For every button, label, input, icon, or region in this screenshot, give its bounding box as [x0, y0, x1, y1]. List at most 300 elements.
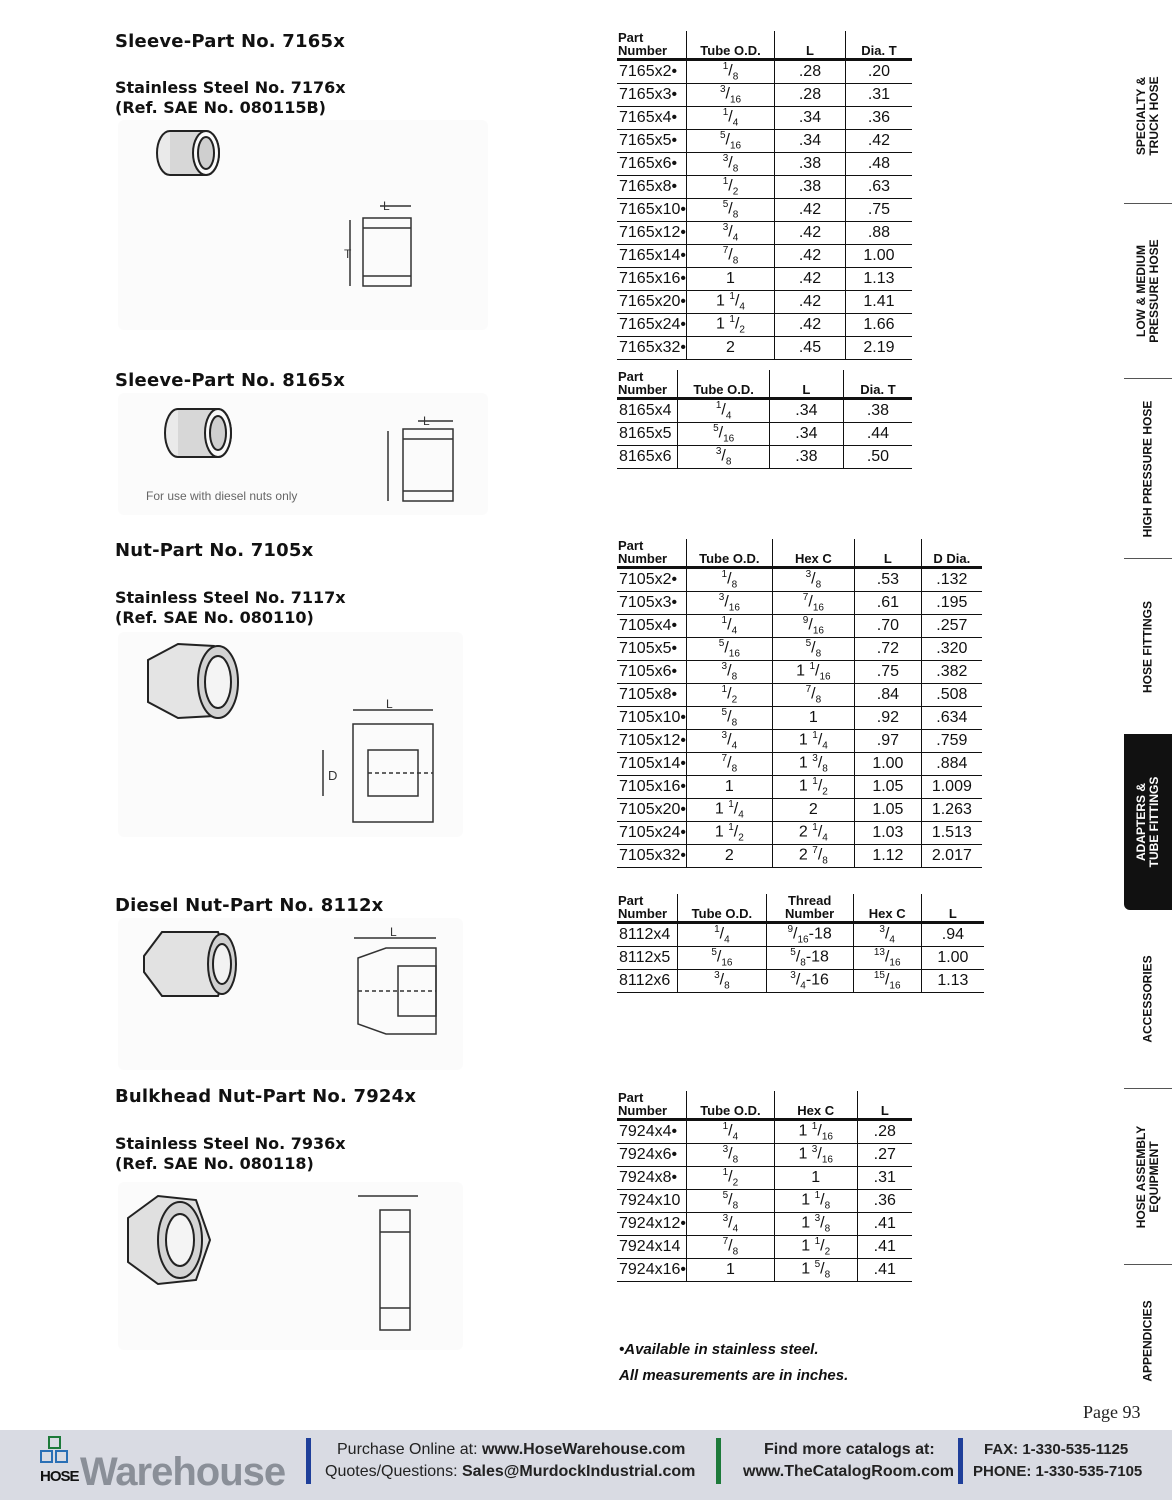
part-number-cell: 8165x6 [617, 446, 678, 469]
spec-cell: $^3/_4-16$ [766, 970, 853, 993]
col-l: L [855, 539, 922, 568]
bulkhead-nut-7924-header-row [617, 1091, 912, 1120]
purchase-label: Purchase Online at: [337, 1441, 478, 1458]
table-row [617, 60, 912, 84]
sleeve-7165-header-row [617, 31, 912, 60]
spec-cell: .382 [921, 661, 982, 684]
sleeve-photo [157, 131, 219, 175]
phone-number[interactable]: PHONE: 1-330-535-7105 [973, 1463, 1143, 1480]
spec-cell: 1 $^3/_8$ [774, 1213, 857, 1236]
table-row [617, 423, 912, 446]
spec-cell: 1.12 [855, 845, 922, 868]
table-row [617, 176, 912, 199]
catalogs-label: Find more catalogs at: [764, 1441, 935, 1458]
nut-7105-stainless-label: Stainless Steel No. 7117x [115, 588, 346, 607]
part-number-cell: 8165x4 [617, 399, 678, 423]
svg-text:L: L [423, 414, 430, 428]
logo-warehouse-text: Warehouse [80, 1450, 286, 1494]
page-number: Page 93 [1083, 1402, 1141, 1422]
tab-hose-assembly-equipment[interactable] [1124, 1088, 1172, 1264]
part-number-cell: 7105x6• [617, 661, 687, 684]
spec-cell: 2.017 [921, 845, 982, 868]
tab-appendicies[interactable] [1124, 1264, 1172, 1416]
spec-cell: $^1/_4$ [687, 107, 775, 130]
spec-cell: .884 [921, 753, 982, 776]
part-number-cell: 7165x12• [617, 222, 687, 245]
tab-hose-fittings[interactable] [1124, 558, 1172, 734]
sleeve-7165-rows [617, 60, 912, 360]
spec-cell: 1 [774, 1167, 857, 1190]
tab-label: SPECIALTY & TRUCK HOSE [1134, 75, 1161, 156]
spec-cell: 1 $^1/_{16}$ [772, 661, 854, 684]
spec-cell: $^3/_4$ [687, 730, 773, 753]
logo-squares-icon [40, 1436, 70, 1466]
spec-cell: 2 $^1/_4$ [772, 822, 854, 845]
part-number-cell: 7105x5• [617, 638, 687, 661]
bulkhead-nut-7924-sae-ref: (Ref. SAE No. 080118) [115, 1154, 314, 1173]
spec-cell: .132 [921, 568, 982, 592]
sleeve-8165-title: Sleeve-Part No. 8165x [115, 370, 346, 391]
spec-cell: 1.00 [921, 947, 984, 970]
svg-text:T: T [344, 247, 352, 261]
table-row [617, 730, 982, 753]
table-row [617, 222, 912, 245]
spec-cell: $^7/_8$ [687, 1236, 775, 1259]
table-row [617, 707, 982, 730]
spec-cell: .28 [775, 84, 846, 107]
spec-cell: 1.05 [855, 799, 922, 822]
spec-cell: .84 [855, 684, 922, 707]
bulkhead-nut-7924-rows [617, 1120, 912, 1282]
part-number-cell: 7924x10 [617, 1190, 687, 1213]
spec-cell: 1.009 [921, 776, 982, 799]
spec-cell: 1 $^1/_2$ [687, 314, 775, 337]
diesel-nut-8112-illustration [118, 918, 463, 1070]
bulkhead-nut-7924-stainless-label: Stainless Steel No. 7936x [115, 1134, 346, 1153]
nut-7105-drawing [118, 632, 463, 837]
spec-cell: $^1/_4$ [687, 615, 773, 638]
table-row [617, 845, 982, 868]
spec-cell: 2 $^7/_8$ [772, 845, 854, 868]
spec-cell: 1.13 [921, 970, 984, 993]
footer-divider-green [716, 1438, 721, 1484]
sleeve-8165-table [617, 370, 912, 469]
spec-cell: .42 [775, 314, 846, 337]
spec-cell: .34 [769, 423, 843, 446]
sleeve-7165-title: Sleeve-Part No. 7165x [115, 31, 346, 52]
spec-cell: $^1/_8$ [687, 60, 775, 84]
sleeve-7165-table [617, 31, 912, 360]
spec-cell: .44 [843, 423, 912, 446]
svg-text:L: L [383, 199, 390, 213]
footer-divider-blue [306, 1438, 311, 1484]
spec-cell: .28 [857, 1120, 912, 1144]
part-number-cell: 8165x5 [617, 423, 678, 446]
spec-cell: 1 [687, 776, 773, 799]
bulkhead-nut-7924-title: Bulkhead Nut-Part No. 7924x [115, 1086, 417, 1107]
part-number-cell: 7105x14• [617, 753, 687, 776]
spec-cell: .34 [775, 130, 846, 153]
spec-cell: $^1/_4$ [687, 1120, 775, 1144]
section-tabs-sidebar [1124, 28, 1172, 1416]
sleeve-section-drawing [344, 199, 411, 286]
spec-cell: $^7/_8$ [772, 684, 854, 707]
spec-cell: .31 [857, 1167, 912, 1190]
col-l: L [921, 894, 984, 923]
spec-cell: 1 $^1/_8$ [774, 1190, 857, 1213]
table-row [617, 268, 912, 291]
part-number-cell: 8112x4 [617, 923, 678, 947]
nut-7105-illustration [118, 632, 463, 837]
tab-low-medium-pressure-hose[interactable] [1124, 203, 1172, 378]
spec-cell: 1 [687, 1259, 775, 1282]
footer-bar [0, 1430, 1172, 1500]
table-row [617, 1144, 912, 1167]
part-number-cell: 7165x2• [617, 60, 687, 84]
nut-7105-section [323, 697, 433, 822]
col-l: L [857, 1091, 912, 1120]
col-tube-od: Tube O.D. [687, 31, 775, 60]
spec-cell: .42 [775, 291, 846, 314]
tab-high-pressure-hose[interactable] [1124, 378, 1172, 558]
spec-cell: .50 [843, 446, 912, 469]
bulkhead-nut-7924-table [617, 1091, 912, 1282]
part-number-cell: 7105x16• [617, 776, 687, 799]
spec-cell: 1 $^1/_4$ [772, 730, 854, 753]
table-row [617, 84, 912, 107]
spec-cell: .42 [845, 130, 912, 153]
table-row [617, 615, 982, 638]
spec-cell: .92 [855, 707, 922, 730]
nut-7105-header-row [617, 539, 982, 568]
col-dia-t: Dia. T [843, 370, 912, 399]
spec-cell: $^3/_{16}$ [687, 84, 775, 107]
svg-text:L: L [390, 925, 397, 939]
spec-cell: 2.19 [845, 337, 912, 360]
table-row [617, 291, 912, 314]
spec-cell: .508 [921, 684, 982, 707]
spec-cell: .75 [845, 199, 912, 222]
tab-label: ADAPTERS & TUBE FITTINGS [1134, 776, 1161, 868]
spec-cell: $^1/_2$ [687, 176, 775, 199]
nut-7105-table [617, 539, 982, 868]
spec-cell: .38 [775, 153, 846, 176]
col-part-number: Part Number [617, 894, 678, 923]
spec-cell: 1.263 [921, 799, 982, 822]
spec-cell: $^5/_8$ [687, 707, 773, 730]
part-number-cell: 7924x16• [617, 1259, 687, 1282]
svg-text:D: D [328, 768, 338, 783]
part-number-cell: 8112x6 [617, 970, 678, 993]
spec-cell: $^1/_4$ [678, 923, 766, 947]
diesel-nut-8112-rows [617, 923, 984, 993]
spec-cell: 1.13 [845, 268, 912, 291]
spec-cell: .63 [845, 176, 912, 199]
spec-cell: .45 [775, 337, 846, 360]
spec-cell: $^7/_8$ [687, 245, 775, 268]
col-tube-od: Tube O.D. [687, 539, 773, 568]
spec-cell: 2 [772, 799, 854, 822]
spec-cell: .27 [857, 1144, 912, 1167]
table-row [617, 1190, 912, 1213]
spec-cell: .38 [843, 399, 912, 423]
spec-cell: .61 [855, 592, 922, 615]
sleeve-7165-illustration [118, 120, 488, 330]
table-row [617, 1120, 912, 1144]
table-row [617, 822, 982, 845]
spec-cell: 1.66 [845, 314, 912, 337]
col-d-dia: D Dia. [921, 539, 982, 568]
part-number-cell: 7165x14• [617, 245, 687, 268]
part-number-cell: 7105x12• [617, 730, 687, 753]
table-row [617, 970, 984, 993]
spec-cell: $^1/_4$ [678, 399, 769, 423]
spec-cell: 1.03 [855, 822, 922, 845]
spec-cell: .195 [921, 592, 982, 615]
spec-cell: 1 [772, 707, 854, 730]
tab-label: HOSE FITTINGS [1140, 600, 1155, 693]
part-number-cell: 7165x16• [617, 268, 687, 291]
spec-cell: 1.00 [855, 753, 922, 776]
spec-cell: .70 [855, 615, 922, 638]
footer-divider-blue-2 [958, 1438, 963, 1484]
spec-cell: 1 $^1/_4$ [687, 291, 775, 314]
spec-cell: .320 [921, 638, 982, 661]
spec-cell: $^5/_{16}$ [687, 638, 773, 661]
table-row [617, 638, 982, 661]
spec-cell: 1 $^1/_2$ [774, 1236, 857, 1259]
table-row [617, 799, 982, 822]
tab-specialty-truck-hose[interactable] [1124, 28, 1172, 203]
spec-cell: $^1/_8$ [687, 568, 773, 592]
spec-cell: .38 [775, 176, 846, 199]
table-row [617, 923, 984, 947]
part-number-cell: 7105x4• [617, 615, 687, 638]
spec-cell: .759 [921, 730, 982, 753]
spec-cell: $^3/_8$ [678, 446, 769, 469]
spec-cell: 1 $^1/_2$ [687, 822, 773, 845]
spec-cell: $^5/_{16}$ [678, 947, 766, 970]
spec-cell: $^5/_8$ [687, 1190, 775, 1213]
part-number-cell: 7165x24• [617, 314, 687, 337]
table-row [617, 1236, 912, 1259]
col-thread-number: Thread Number [766, 894, 853, 923]
spec-cell: .41 [857, 1213, 912, 1236]
part-number-cell: 7924x4• [617, 1120, 687, 1144]
col-part-number: Part Number [617, 1091, 687, 1120]
spec-cell: .38 [769, 446, 843, 469]
diesel-nut-8112-table [617, 894, 984, 993]
quotes-label: Quotes/Questions: [325, 1463, 458, 1480]
tab-label: LOW & MEDIUM PRESSURE HOSE [1134, 239, 1161, 343]
col-part-number: Part Number [617, 370, 678, 399]
tab-label: APPENDICIES [1140, 1299, 1155, 1382]
bulkhead-nut-photo [128, 1196, 210, 1284]
part-number-cell: 7924x14 [617, 1236, 687, 1259]
nut-7105-sae-ref: (Ref. SAE No. 080110) [115, 608, 314, 627]
tab-label: HOSE ASSEMBLY EQUIPMENT [1134, 1125, 1161, 1228]
spec-cell: $^1/_2$ [687, 684, 773, 707]
spec-cell: $^3/_{16}$ [687, 592, 773, 615]
table-row [617, 753, 982, 776]
spec-cell: $^7/_{16}$ [772, 592, 854, 615]
table-row [617, 661, 982, 684]
spec-cell: $^3/_4$ [687, 222, 775, 245]
part-number-cell: 7105x10• [617, 707, 687, 730]
spec-cell: .31 [845, 84, 912, 107]
spec-cell: .42 [775, 222, 846, 245]
spec-cell: 1 $^1/_{16}$ [774, 1120, 857, 1144]
table-row [617, 130, 912, 153]
spec-cell: .72 [855, 638, 922, 661]
col-l: L [775, 31, 846, 60]
spec-cell: 1.00 [845, 245, 912, 268]
spec-cell: $^3/_4$ [687, 1213, 775, 1236]
col-part-number: Part Number [617, 539, 687, 568]
spec-cell: .20 [845, 60, 912, 84]
diesel-only-note: For use with diesel nuts only [146, 489, 298, 503]
quotes-line [325, 1461, 695, 1482]
table-row [617, 1167, 912, 1190]
sleeve-8165-photo [165, 409, 231, 457]
table-row [617, 199, 912, 222]
sleeve-8165-header-row [617, 370, 912, 399]
spec-cell: .34 [769, 399, 843, 423]
spec-cell: .34 [775, 107, 846, 130]
spec-cell: $^3/_8$ [678, 970, 766, 993]
sleeve-7165-drawing [118, 120, 488, 330]
spec-cell: 1 $^3/_8$ [772, 753, 854, 776]
diesel-nut-photo [144, 932, 236, 996]
col-tube-od: Tube O.D. [678, 370, 769, 399]
spec-cell: .634 [921, 707, 982, 730]
tab-adapters-tube-fittings[interactable] [1124, 734, 1172, 910]
spec-cell: $^5/_{16}$ [687, 130, 775, 153]
spec-cell: $^3/_8$ [687, 153, 775, 176]
spec-cell: 1 $^1/_4$ [687, 799, 773, 822]
diesel-nut-8112-title: Diesel Nut-Part No. 8112x [115, 895, 384, 916]
table-row [617, 1213, 912, 1236]
col-hex-c: Hex C [772, 539, 854, 568]
hose-warehouse-logo[interactable] [40, 1434, 300, 1496]
part-number-cell: 7165x20• [617, 291, 687, 314]
sleeve-8165-rows [617, 399, 912, 469]
part-number-cell: 7165x3• [617, 84, 687, 107]
col-tube-od: Tube O.D. [687, 1091, 775, 1120]
fax-number: FAX: 1-330-535-1125 [984, 1441, 1129, 1458]
catalogs-url-link[interactable]: www.TheCatalogRoom.com [743, 1463, 954, 1480]
col-l: L [769, 370, 843, 399]
table-row [617, 947, 984, 970]
diesel-nut-8112-header-row [617, 894, 984, 923]
part-number-cell: 7165x32• [617, 337, 687, 360]
spec-cell: .41 [857, 1259, 912, 1282]
spec-cell: $^5/_8$ [687, 199, 775, 222]
part-number-cell: 7165x8• [617, 176, 687, 199]
part-number-cell: 7105x2• [617, 568, 687, 592]
nut-7105-photo [148, 644, 238, 718]
diesel-nut-8112-drawing [118, 918, 463, 1070]
spec-cell: $^1/_2$ [687, 1167, 775, 1190]
table-row [617, 1259, 912, 1282]
col-tube-od: Tube O.D. [678, 894, 766, 923]
sleeve-8165-illustration [118, 393, 488, 515]
spec-cell: 1.41 [845, 291, 912, 314]
tab-accessories[interactable] [1124, 910, 1172, 1088]
spec-cell: $^5/_8$ [772, 638, 854, 661]
part-number-cell: 7105x8• [617, 684, 687, 707]
part-number-cell: 7924x12• [617, 1213, 687, 1236]
spec-cell: $^7/_8$ [687, 753, 773, 776]
bulkhead-nut-section [358, 1196, 418, 1330]
spec-cell: 1 [687, 268, 775, 291]
spec-cell: .41 [857, 1236, 912, 1259]
spec-cell: .75 [855, 661, 922, 684]
table-row [617, 776, 982, 799]
spec-cell: .94 [921, 923, 984, 947]
table-row [617, 337, 912, 360]
spec-cell: .257 [921, 615, 982, 638]
purchase-url-link[interactable]: www.HoseWarehouse.com [481, 1441, 686, 1458]
nut-7105-rows [617, 568, 982, 868]
quotes-email-link[interactable]: Sales@MurdockIndustrial.com [461, 1463, 696, 1480]
part-number-cell: 7105x3• [617, 592, 687, 615]
table-row [617, 399, 912, 423]
spec-cell: .28 [775, 60, 846, 84]
spec-cell: $^3/_8$ [687, 661, 773, 684]
part-number-cell: 7105x32• [617, 845, 687, 868]
spec-cell: $^9/_{16}$ [772, 615, 854, 638]
part-number-cell: 7165x4• [617, 107, 687, 130]
spec-cell: .36 [857, 1190, 912, 1213]
bulkhead-nut-7924-drawing [118, 1182, 463, 1350]
nut-7105-title: Nut-Part No. 7105x [115, 540, 314, 561]
col-part-number: Part Number [617, 31, 687, 60]
part-number-cell: 7165x6• [617, 153, 687, 176]
purchase-line [337, 1439, 685, 1460]
part-number-cell: 7165x10• [617, 199, 687, 222]
col-hex-c: Hex C [774, 1091, 857, 1120]
sleeve-7165-stainless-label: Stainless Steel No. 7176x [115, 78, 346, 97]
part-number-cell: 7105x20• [617, 799, 687, 822]
spec-cell: .42 [775, 199, 846, 222]
logo-hose-text: HOSE [40, 1468, 79, 1485]
col-hex-c: Hex C [853, 894, 921, 923]
diesel-nut-section [354, 925, 436, 1034]
spec-cell: 1 $^1/_2$ [772, 776, 854, 799]
spec-cell: 2 [687, 337, 775, 360]
svg-text:L: L [386, 697, 393, 711]
spec-cell: $^{15}/_{16}$ [853, 970, 921, 993]
spec-cell: $^5/_{16}$ [678, 423, 769, 446]
spec-cell: .97 [855, 730, 922, 753]
units-footnote: All measurements are in inches. [619, 1367, 849, 1384]
table-row [617, 107, 912, 130]
spec-cell: 1 $^5/_8$ [774, 1259, 857, 1282]
table-row [617, 314, 912, 337]
part-number-cell: 7105x24• [617, 822, 687, 845]
spec-cell: .36 [845, 107, 912, 130]
spec-cell: $^3/_4$ [853, 923, 921, 947]
spec-cell: $^5/_8-18$ [766, 947, 853, 970]
tab-label: ACCESSORIES [1140, 955, 1155, 1043]
spec-cell: 1.05 [855, 776, 922, 799]
spec-cell: $^3/_8$ [772, 568, 854, 592]
spec-cell: 1.513 [921, 822, 982, 845]
spec-cell: .42 [775, 268, 846, 291]
table-row [617, 245, 912, 268]
spec-cell: 1 $^3/_{16}$ [774, 1144, 857, 1167]
